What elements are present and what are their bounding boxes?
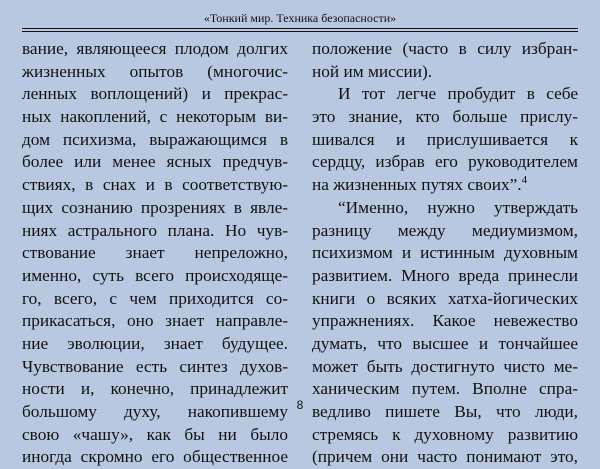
text-line: разницу между медиумизмом, — [312, 220, 578, 240]
text-line: на жизненных путях своих”. — [312, 175, 522, 195]
page-number: 8 — [296, 398, 304, 412]
text-line: стремясь к духовному развитию — [312, 424, 578, 444]
text-line: ствиях, в снах и в соответствую- — [22, 175, 288, 195]
text-line: дом психизма, выражающимся в — [22, 129, 288, 149]
text-line: положение (часто в силу избран- — [312, 39, 578, 58]
text-line: прикасаться, оно знает направле- — [22, 311, 288, 331]
text-line: ведливо пишете Вы, что люди, — [312, 402, 578, 421]
text-line-with-footnote — [312, 174, 578, 197]
text-line: ленных воплощений) и прекрас- — [22, 84, 288, 104]
text-line: может быть достигнуто чисто ме- — [312, 356, 578, 376]
text-line: свою «чашу», как бы ни было — [22, 424, 288, 444]
text-line: ности и, конечно, принадлежит — [22, 379, 288, 399]
text-line: ниях астрального плана. Но чув- — [22, 220, 288, 240]
text-line: вание, являющееся плодом долгих — [22, 39, 288, 58]
text-line: психизмом и истинным духовным — [312, 243, 578, 263]
header-rule-top — [22, 28, 578, 29]
text-line: шивался и прислушивается к — [312, 129, 578, 149]
text-line: ние эволюции, знает будущее. — [22, 333, 288, 353]
text-line: думать, что высшее и тончайшее — [312, 333, 578, 353]
text-line: сердцу, избрав его руководителем — [312, 152, 578, 172]
text-line: ствование знает непреложно, — [22, 243, 288, 263]
text-line: ханическим путем. Вполне спра- — [312, 379, 578, 399]
text-line: более или менее ясных предчув- — [22, 152, 288, 172]
text-line: развитием. Много вреда принесли — [312, 265, 578, 285]
text-line: го, всего, с чем приходится со- — [22, 288, 288, 308]
text-line: иногда скромно его общественное — [22, 447, 288, 467]
text-line: ных накоплений, с некоторым ви- — [22, 107, 288, 127]
text-line: “Именно, нужно утверждать — [338, 197, 578, 217]
text-line: это знание, кто больше прислу- — [312, 107, 578, 127]
text-line: (причем они часто понимают это, — [312, 447, 578, 467]
text-line: жизненных опытов (многочис- — [22, 61, 288, 81]
running-header — [0, 0, 600, 30]
text-line: именно, суть всего происходяще- — [22, 265, 288, 285]
header-rule-bottom — [22, 31, 578, 32]
text-line: книги о всяких хатха-йогических — [312, 288, 578, 308]
text-line: упражнениях. Какое невежество — [312, 311, 578, 331]
header-title: «Тонкий мир. Техника безопасности» — [203, 11, 397, 25]
text-line: И тот легче пробудит в себе — [338, 84, 578, 104]
text-line: Чувствование есть синтез духов- — [22, 356, 288, 376]
text-line: ной им миссии). — [312, 61, 433, 81]
text-line: щих сознанию прозрениях в явле- — [22, 197, 288, 217]
text-line: большому духу, накопившему — [22, 402, 288, 421]
footnote-marker: 4 — [521, 174, 528, 187]
